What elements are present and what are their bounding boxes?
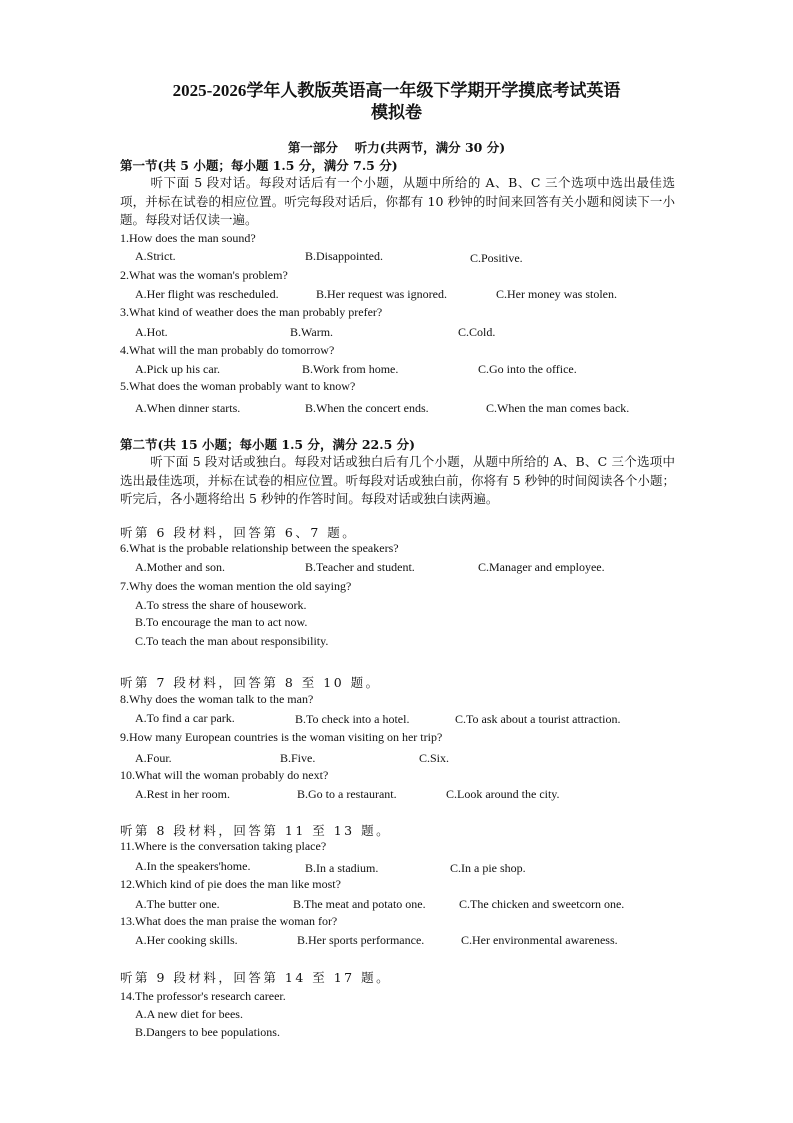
q2-option-a[interactable]: A.Her flight was rescheduled. xyxy=(135,287,279,301)
q6-stem: 6.What is the probable relationship between the speakers? xyxy=(120,541,399,555)
q1-option-c[interactable]: C.Positive. xyxy=(470,251,523,265)
q12-stem: 12.Which kind of pie does the man like most? xyxy=(120,877,341,891)
exam-title-line2: 模拟卷 xyxy=(371,103,422,122)
material-6-heading: 听第 6 段材料，回答第 6、7 题。 xyxy=(120,525,358,540)
q5-option-a[interactable]: A.When dinner starts. xyxy=(135,401,241,415)
q12-option-b[interactable]: B.The meat and potato one. xyxy=(293,897,426,911)
q6-option-a[interactable]: A.Mother and son. xyxy=(135,560,225,574)
q13-stem: 13.What does the man praise the woman for? xyxy=(120,914,338,928)
section1-instructions-text: 听下面 5 段对话。每段对话后有一个小题，从题中所给的 A、B、C 三个选项中选出最佳选项，并标在试卷的相应位置。听完每段对话后，你都有 10 秒钟的时间来回答有关小题和阅读下一小题。每段对话仅读一遍。 xyxy=(120,175,675,227)
q10-stem: 10.What will the woman probably do next? xyxy=(120,768,329,782)
q9-option-c[interactable]: C.Six. xyxy=(419,751,450,765)
q12-option-a[interactable]: A.The butter one. xyxy=(135,897,220,911)
material-8-heading: 听第 8 段材料，回答第 11 至 13 题。 xyxy=(120,823,392,838)
q4-option-b[interactable]: B.Work from home. xyxy=(302,362,399,376)
q11-option-a[interactable]: A.In the speakers'home. xyxy=(135,859,251,873)
q7-option-b[interactable]: B.To encourage the man to act now. xyxy=(135,615,308,629)
q10-option-c[interactable]: C.Look around the city. xyxy=(446,787,560,801)
q9-option-a[interactable]: A.Four. xyxy=(135,751,172,765)
q10-option-a[interactable]: A.Rest in her room. xyxy=(135,787,230,801)
section1-title: 第一节(共 5 小题；每小题 1.5 分，满分 7.5 分) xyxy=(120,158,398,173)
q13-option-b[interactable]: B.Her sports performance. xyxy=(297,933,425,947)
q1-option-a[interactable]: A.Strict. xyxy=(135,249,176,263)
q8-option-c[interactable]: C.To ask about a tourist attraction. xyxy=(455,712,621,726)
q2-option-c[interactable]: C.Her money was stolen. xyxy=(496,287,617,301)
q13-option-c[interactable]: C.Her environmental awareness. xyxy=(461,933,618,947)
material-7-heading: 听第 7 段材料，回答第 8 至 10 题。 xyxy=(120,675,381,690)
q3-option-c[interactable]: C.Cold. xyxy=(458,325,496,339)
q4-stem: 4.What will the man probably do tomorrow? xyxy=(120,343,335,357)
q2-option-b[interactable]: B.Her request was ignored. xyxy=(316,287,447,301)
q9-stem: 9.How many European countries is the woman visiting on her trip? xyxy=(120,730,443,744)
q1-stem: 1.How does the man sound? xyxy=(120,231,256,245)
q7-option-c[interactable]: C.To teach the man about responsibility. xyxy=(135,634,329,648)
q8-option-b[interactable]: B.To check into a hotel. xyxy=(295,712,410,726)
q5-option-b[interactable]: B.When the concert ends. xyxy=(305,401,429,415)
q5-stem: 5.What does the woman probably want to know? xyxy=(120,379,356,393)
q6-option-c[interactable]: C.Manager and employee. xyxy=(478,560,605,574)
q12-option-c[interactable]: C.The chicken and sweetcorn one. xyxy=(459,897,625,911)
exam-title-line1: 2025-2026学年人教版英语高一年级下学期开学摸底考试英语 xyxy=(172,81,621,100)
q8-stem: 8.Why does the woman talk to the man? xyxy=(120,692,314,706)
q4-option-c[interactable]: C.Go into the office. xyxy=(478,362,577,376)
section2-instructions-text: 听下面 5 段对话或独白。每段对话或独白后有几个小题，从题中所给的 A、B、C 三个选项中选出最佳选项，并标在试卷的相应位置。听每段对话或独白前，你将有 5 秒钟的时间阅读各个小题；听完后，各小题将给出 5 秒钟的作答时间。每段对话或独白读两遍。 xyxy=(120,454,675,506)
q1-option-b[interactable]: B.Disappointed. xyxy=(305,249,383,263)
q9-option-b[interactable]: B.Five. xyxy=(280,751,316,765)
q7-option-a[interactable]: A.To stress the share of housework. xyxy=(135,598,307,612)
q2-stem: 2.What was the woman's problem? xyxy=(120,268,288,282)
material-9-heading: 听第 9 段材料，回答第 14 至 17 题。 xyxy=(120,970,392,985)
section1-instructions xyxy=(120,174,675,230)
q3-option-b[interactable]: B.Warm. xyxy=(290,325,334,339)
q10-option-b[interactable]: B.Go to a restaurant. xyxy=(297,787,397,801)
q11-stem: 11.Where is the conversation taking place? xyxy=(120,839,327,853)
q11-option-c[interactable]: C.In a pie shop. xyxy=(450,861,526,875)
q4-option-a[interactable]: A.Pick up his car. xyxy=(135,362,220,376)
q14-stem: 14.The professor's research career. xyxy=(120,989,286,1003)
q14-option-a[interactable]: A.A new diet for bees. xyxy=(135,1007,243,1021)
q11-option-b[interactable]: B.In a stadium. xyxy=(305,861,379,875)
q3-option-a[interactable]: A.Hot. xyxy=(135,325,168,339)
q14-option-b[interactable]: B.Dangers to bee populations. xyxy=(135,1025,280,1039)
q8-option-a[interactable]: A.To find a car park. xyxy=(135,711,235,725)
section2-title: 第二节(共 15 小题；每小题 1.5 分，满分 22.5 分) xyxy=(120,437,416,452)
section2-instructions xyxy=(120,453,675,509)
q7-stem: 7.Why does the woman mention the old saying? xyxy=(120,579,352,593)
q6-option-b[interactable]: B.Teacher and student. xyxy=(305,560,415,574)
part1-title: 第一部分 听力(共两节，满分 30 分) xyxy=(287,140,506,155)
q13-option-a[interactable]: A.Her cooking skills. xyxy=(135,933,238,947)
q5-option-c[interactable]: C.When the man comes back. xyxy=(486,401,630,415)
q3-stem: 3.What kind of weather does the man probably prefer? xyxy=(120,305,383,319)
